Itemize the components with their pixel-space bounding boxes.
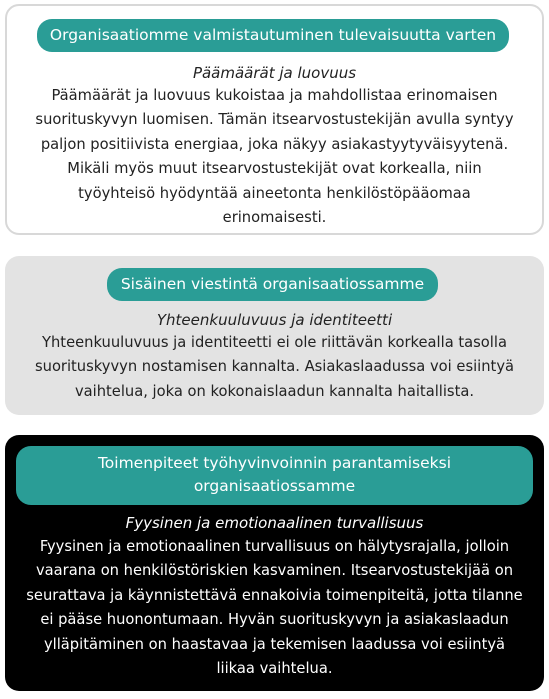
wellbeing-actions-card (5, 435, 544, 691)
text-line: Yhteenkuuluvuus ja identiteetti ei ole riittävän korkealla tasolla (42, 334, 507, 351)
heading-line: Toimenpiteet työhyvinvoinnin parantamiseksi (97, 454, 452, 472)
future-readiness-card (5, 4, 544, 235)
wellbeing-actions-heading (16, 446, 533, 505)
wellbeing-actions-subtitle: Fyysinen ja emotionaalinen turvallisuus (125, 514, 424, 532)
internal-communication-heading: Sisäinen viestintä organisaatiossamme (107, 268, 438, 301)
future-readiness-text (17, 84, 532, 230)
text-line: suorituskyvyn nostamisen kannalta. Asiakaslaadussa voi esiintyä (34, 358, 515, 376)
heading-line: organisaatiossamme (193, 477, 356, 495)
text-line: vaarana on henkilöstöriskien kasvaminen. Itsearvostustekijää on (35, 562, 513, 580)
text-line: paljon positiivista energiaa, joka näkyy asiakastyytyväisyytenä. (40, 135, 509, 153)
internal-communication-text (15, 331, 534, 404)
text-line: seurattava ja käynnistettävä ennakoivia toimenpiteitä, jotta tilanne (26, 586, 523, 604)
text-line: vaihtelua, joka on kokonaislaadun kannalta haitallista. (74, 382, 475, 400)
future-readiness-subtitle: Päämäärät ja luovuus (192, 64, 357, 82)
text-line: työyhteisö hyödyntää aineetonta henkilöstöpääomaa (78, 184, 471, 202)
text-line: ylläpitäminen on haastavaa ja tekemisen laadussa voi esiintyä (43, 635, 506, 653)
text-line: suorituskyvyn luomisen. Tämän itsearvostustekijän avulla syntyy (35, 111, 514, 129)
text-line: erinomaisesti. (222, 209, 327, 227)
text-line: Päämäärät ja luovuus kukoistaa ja mahdollistaa erinomaisen (51, 87, 498, 104)
future-readiness-heading: Organisaatiomme valmistautuminen tulevaisuutta varten (37, 19, 509, 52)
text-line: liikaa vaihtelua. (216, 660, 333, 678)
text-line: Mikäli myös muut itsearvostustekijät ovat korkealla, niin (67, 160, 482, 178)
text-line: Fyysinen ja emotionaalinen turvallisuus on hälytysrajalla, jolloin (39, 538, 510, 555)
internal-communication-subtitle: Yhteenkuuluvuus ja identiteetti (156, 311, 393, 329)
text-line: ei pääse huonontumaan. Hyvän suorituskyvyn ja asiakaslaadun (40, 611, 509, 629)
wellbeing-actions-text (13, 535, 536, 681)
internal-communication-card (5, 256, 544, 415)
